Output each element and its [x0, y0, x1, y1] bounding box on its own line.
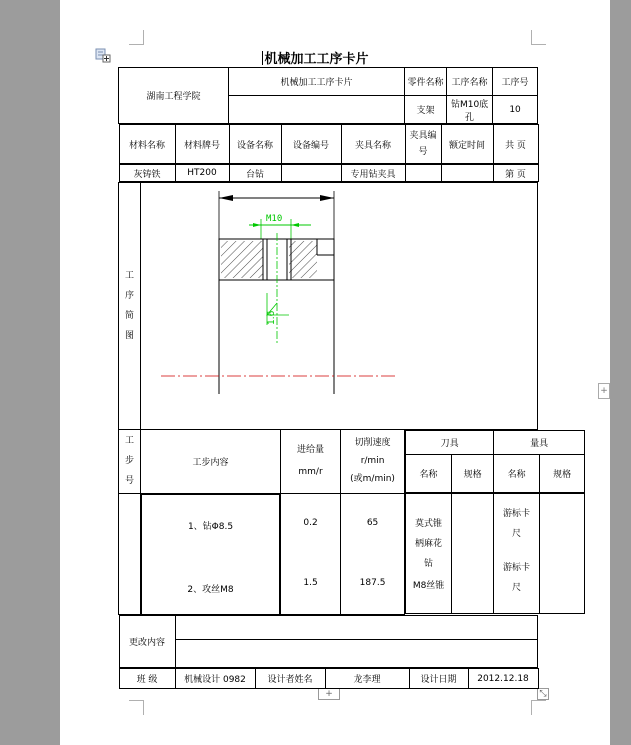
- class-value: 机械设计 0982: [175, 669, 255, 689]
- info-value: HT200: [175, 165, 229, 182]
- change-label: 更改内容: [119, 616, 175, 668]
- info-label: 材料牌号: [175, 125, 229, 164]
- tool-name-column: [406, 494, 452, 614]
- info-label: 共 页: [493, 125, 538, 164]
- process-sketch: [141, 183, 538, 430]
- step-gauge: 游标卡: [503, 509, 531, 519]
- info-value: 灰铸铁: [119, 165, 175, 182]
- gauge-name-column: [494, 494, 540, 614]
- add-row-icon[interactable]: +: [318, 688, 340, 700]
- step-tool: 柄麻花: [415, 539, 443, 549]
- tool-spec-header: 规格: [452, 455, 494, 493]
- info-value: 专用钻夹具: [341, 165, 405, 182]
- step-no-header: 工 步 号: [119, 430, 141, 494]
- designer-label: 设计者姓名: [255, 669, 325, 689]
- date-value: 2012.12.18: [468, 669, 538, 689]
- gauge-spec-header: 规格: [540, 455, 585, 493]
- roughness-label: 1.6: [267, 310, 277, 325]
- tool-header: 刀具: [406, 431, 494, 455]
- step-tool: M8丝锥: [412, 581, 445, 591]
- speed-header: 切削速度 r/min (或m/min): [341, 430, 405, 494]
- designer-value: 龙李理: [325, 669, 409, 689]
- step-speed: 187.5: [359, 577, 386, 588]
- margin-mark-bottom-right: [531, 700, 546, 715]
- info-label: 夹具名称: [341, 125, 405, 164]
- process-name-label: 工序名称: [447, 68, 493, 96]
- tool-spec-column: [452, 494, 494, 614]
- info-value: 第 页: [493, 165, 538, 182]
- gauge-name-header: 名称: [494, 455, 540, 493]
- step-content: 1、钻Φ8.5: [187, 521, 234, 532]
- step-tool: 莫式锥: [415, 519, 443, 529]
- process-no-label: 工序号: [493, 68, 538, 96]
- class-label: 班 级: [119, 669, 175, 689]
- info-value: [405, 165, 441, 182]
- info-label: 夹具编号: [405, 125, 441, 164]
- margin-mark-top-left: [129, 30, 144, 45]
- process-name: 钻M10底孔: [447, 96, 493, 124]
- info-label: 设备名称: [229, 125, 281, 164]
- sketch-label: 工 序 简 图: [119, 183, 141, 430]
- tool-name-header: 名称: [406, 455, 452, 493]
- process-card-table: [118, 67, 572, 689]
- step-feed: 1.5: [303, 577, 318, 588]
- dimension-label: M10: [266, 214, 283, 224]
- step-no-cell: [119, 493, 141, 615]
- school-name: 湖南工程学院: [119, 68, 229, 124]
- step-gauge: 尺: [512, 583, 522, 593]
- info-label: 额定时间: [441, 125, 493, 164]
- step-feed: 0.2: [303, 517, 318, 528]
- process-sketch-drawing: [141, 183, 537, 429]
- margin-mark-bottom-left: [129, 700, 144, 715]
- feed-column: [281, 493, 341, 615]
- gauge-spec-column: [540, 494, 585, 614]
- table-resize-handle-icon[interactable]: ⤡: [537, 688, 549, 700]
- change-row: [175, 616, 537, 640]
- info-label: 设备编号: [281, 125, 341, 164]
- process-no: 10: [493, 96, 538, 124]
- margin-mark-top-right: [531, 30, 546, 45]
- add-column-icon[interactable]: +: [598, 383, 610, 399]
- step-gauge: 尺: [512, 529, 522, 539]
- step-gauge: 游标卡: [503, 563, 531, 573]
- date-label: 设计日期: [409, 669, 468, 689]
- step-content-column: [142, 494, 280, 614]
- step-content-header: 工步内容: [141, 430, 281, 494]
- part-name: 支架: [405, 96, 447, 124]
- part-name-label: 零件名称: [405, 68, 447, 96]
- step-content: 2、攻丝M8: [187, 584, 234, 595]
- info-value: 台钻: [229, 165, 281, 182]
- speed-column: [341, 493, 405, 615]
- info-value: [441, 165, 493, 182]
- step-speed: 65: [366, 517, 379, 528]
- info-value: [281, 165, 341, 182]
- gauge-header: 量具: [494, 431, 585, 455]
- step-tool: 钻: [424, 559, 434, 569]
- feed-header: 进给量 mm/r: [281, 430, 341, 494]
- blank-cell: [229, 96, 405, 124]
- info-label: 材料名称: [119, 125, 175, 164]
- document-title: 机械加工工序卡片: [264, 52, 369, 67]
- card-name: 机械加工工序卡片: [229, 68, 405, 96]
- change-row: [175, 640, 537, 668]
